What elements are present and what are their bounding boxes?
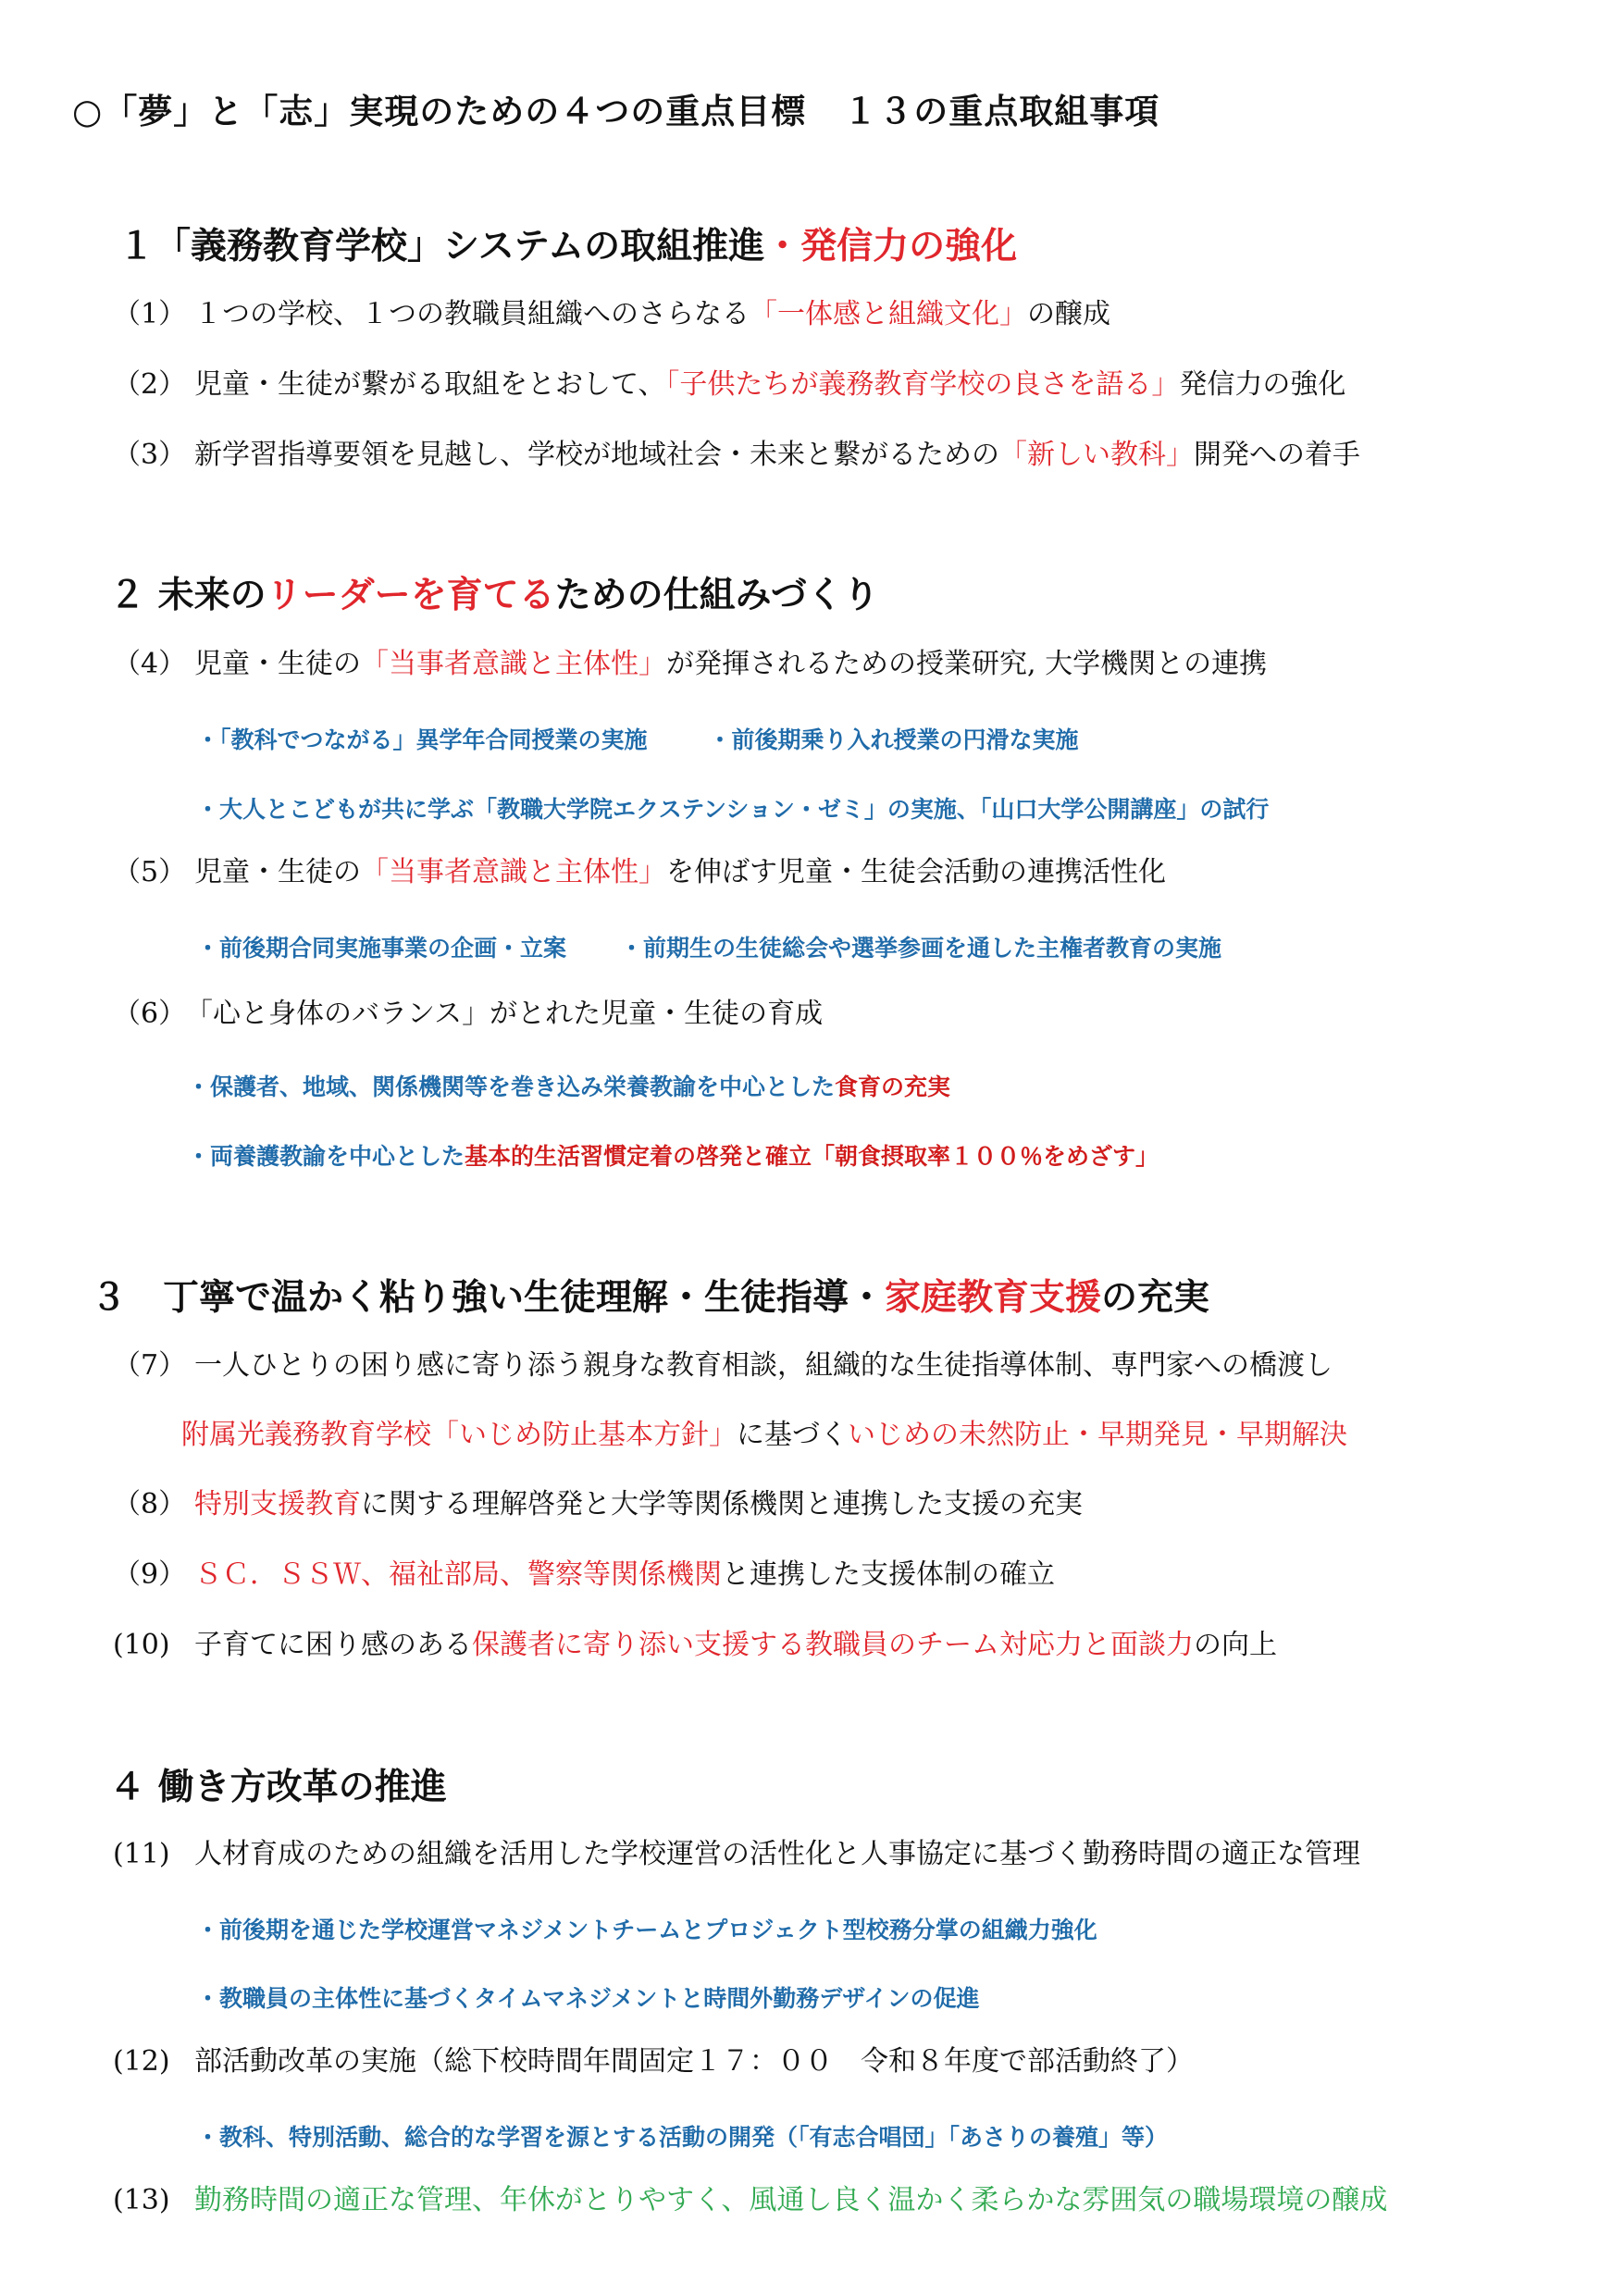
item-number: (11) bbox=[113, 1838, 170, 1870]
item-highlight: 「当事者意識と主体性」 bbox=[361, 648, 666, 680]
section-2-highlight: リーダーを育てる bbox=[266, 575, 555, 616]
subpoint: ・両養護教諭を中心とした bbox=[187, 1143, 465, 1170]
item-text: 「心と身体のバランス」がとれた児童・生徒の育成 bbox=[185, 998, 824, 1030]
item-text-end: 発信力の強化 bbox=[1179, 368, 1346, 401]
item-text: 新学習指導要領を見越し、学校が地域社会・未来と繋がるための bbox=[194, 439, 999, 471]
item-9 bbox=[113, 1558, 1055, 1592]
section-3-text-end: の充実 bbox=[1101, 1277, 1210, 1319]
section-1-heading bbox=[118, 217, 1017, 269]
title-sub: １３の重点取組事項 bbox=[843, 92, 1160, 131]
item-number: （6） bbox=[113, 998, 187, 1030]
item-highlight: 保護者に寄り添い支援する教職員のチーム対応力と面談力 bbox=[472, 1629, 1194, 1661]
item-text-end: の醸成 bbox=[1027, 298, 1110, 330]
item-8 bbox=[113, 1488, 1083, 1521]
item-6 bbox=[113, 998, 823, 1031]
item-10 bbox=[113, 1629, 1277, 1662]
item-text: 子育てに困り感のある bbox=[194, 1629, 472, 1661]
item-highlight: 勤務時間の適正な管理、年休がとりやすく、風通し良く温かく柔らかな雰囲気の職場環境の醸成 bbox=[194, 2184, 1388, 2216]
subpoint: ・前後期合同実施事業の企画・立案 bbox=[196, 935, 567, 962]
item-text: １つの学校、１つの教職員組織へのさらなる bbox=[194, 298, 750, 330]
item-11 bbox=[113, 1838, 1360, 1871]
item-number: (10) bbox=[113, 1629, 170, 1661]
section-2-heading bbox=[109, 566, 879, 618]
item-text: 部活動改革の実施（総下校時間年間固定１７：００ 令和８年度で部活動終了） bbox=[194, 2045, 1194, 2078]
section-1-highlight: ・発信力の強化 bbox=[764, 226, 1018, 267]
item-text: 児童・生徒の bbox=[194, 856, 361, 888]
item-2 bbox=[113, 368, 1345, 402]
item-1 bbox=[113, 298, 1110, 331]
title-main: ○「夢」と「志」実現のための４つの重点目標 bbox=[72, 92, 807, 131]
item-number: （5） bbox=[113, 856, 187, 888]
item-text: 児童・生徒の bbox=[194, 648, 361, 680]
item-number: （7） bbox=[113, 1349, 187, 1382]
item-text-end: の向上 bbox=[1194, 1629, 1277, 1661]
item-highlight: 「一体感と組織文化」 bbox=[750, 298, 1027, 330]
item-number: （8） bbox=[113, 1488, 187, 1520]
item-12 bbox=[113, 2045, 1194, 2079]
subpoint: ・前後期乗り入れ授業の円滑な実施 bbox=[708, 726, 1079, 753]
page-title bbox=[72, 83, 1159, 133]
item-text: に関する理解啓発と大学等関係機関と連携した支援の充実 bbox=[361, 1488, 1083, 1520]
subpoint: ・「教科でつながる」異学年合同授業の実施 bbox=[196, 726, 648, 753]
section-4-heading bbox=[109, 1758, 447, 1810]
item-highlight: 「新しい教科」 bbox=[999, 439, 1194, 471]
item-highlight: 「子供たちが義務教育学校の良さを語る」 bbox=[665, 368, 1180, 401]
section-3-text: ３ 丁寧で温かく粘り強い生徒理解・生徒指導・ bbox=[91, 1277, 886, 1319]
item-highlight: 附属光義務教育学校「いじめ防止基本方針」 bbox=[181, 1419, 737, 1451]
item-6-subpoints-1 bbox=[187, 1069, 950, 1102]
item-13 bbox=[113, 2184, 1387, 2217]
item-7 bbox=[113, 1349, 1333, 1383]
item-4-subpoints-2: ・大人とこどもが共に学ぶ「教職大学院エクステンション・ゼミ」の実施、「山口大学公開講座」の試行 bbox=[196, 796, 1270, 823]
section-3-heading bbox=[91, 1269, 1209, 1321]
item-5 bbox=[113, 856, 1166, 889]
item-7-continuation bbox=[181, 1419, 1347, 1452]
section-2-text-end: ための仕組みづくり bbox=[554, 575, 879, 616]
item-12-subpoints: ・教科、特別活動、総合的な学習を源とする活動の開発（「有志合唱団」「あさりの養殖」等） bbox=[196, 2124, 1169, 2151]
item-highlight: 特別支援教育 bbox=[194, 1488, 361, 1520]
item-highlight: いじめの未然防止・早期発見・早期解決 bbox=[848, 1419, 1347, 1451]
item-number: (12) bbox=[113, 2045, 170, 2078]
item-text-end: 開発への着手 bbox=[1194, 439, 1360, 471]
section-4-text: ４ 働き方改革の推進 bbox=[109, 1767, 447, 1808]
item-3 bbox=[113, 439, 1360, 472]
subpoint: ・保護者、地域、関係機関等を巻き込み栄養教諭を中心とした bbox=[187, 1074, 836, 1100]
item-text: 一人ひとりの困り感に寄り添う親身な教育相談，組織的な生徒指導体制、専門家への橋渡し bbox=[194, 1349, 1333, 1382]
section-2-text: ２ 未来の bbox=[109, 575, 267, 616]
section-3-highlight: 家庭教育支援 bbox=[885, 1277, 1102, 1319]
item-text: 人材育成のための組織を活用した学校運営の活性化と人事協定に基づく勤務時間の適正な管理 bbox=[194, 1838, 1360, 1870]
item-number: （2） bbox=[113, 368, 187, 401]
item-number: （3） bbox=[113, 439, 187, 471]
item-4 bbox=[113, 648, 1267, 681]
item-11-subpoints-1: ・前後期を通じた学校運営マネジメントチームとプロジェクト型校務分掌の組織力強化 bbox=[196, 1917, 1097, 1943]
item-text-end: を伸ばす児童・生徒会活動の連携活性化 bbox=[666, 856, 1166, 888]
item-highlight: ＳＣ．ＳＳＷ、福祉部局、警察等関係機関 bbox=[194, 1558, 722, 1591]
item-6-subpoints-2 bbox=[187, 1138, 1159, 1172]
item-text: と連携した支援体制の確立 bbox=[722, 1558, 1055, 1591]
item-text: に基づく bbox=[737, 1419, 848, 1451]
item-5-subpoints bbox=[196, 930, 1221, 963]
item-text-end: が発揮されるための授業研究, 大学機関との連携 bbox=[666, 648, 1268, 680]
item-number: （1） bbox=[113, 298, 187, 330]
item-highlight: 「当事者意識と主体性」 bbox=[361, 856, 666, 888]
subpoint-highlight: 食育の充実 bbox=[835, 1074, 951, 1100]
item-11-subpoints-2: ・教職員の主体性に基づくタイムマネジメントと時間外勤務デザインの促進 bbox=[196, 1985, 980, 2012]
item-number: （4） bbox=[113, 648, 187, 680]
item-number: （9） bbox=[113, 1558, 187, 1591]
item-text: 児童・生徒が繋がる取組をとおして、 bbox=[194, 368, 666, 401]
item-4-subpoints-1 bbox=[196, 722, 1079, 755]
section-1-text: １「義務教育学校」システムの取組推進 bbox=[118, 226, 765, 267]
item-number: (13) bbox=[113, 2184, 170, 2216]
subpoint: ・前期生の生徒総会や選挙参画を通した主権者教育の実施 bbox=[620, 935, 1222, 962]
subpoint-highlight: 基本的生活習慣定着の啓発と確立「朝食摂取率１００％をめざす」 bbox=[465, 1143, 1159, 1170]
